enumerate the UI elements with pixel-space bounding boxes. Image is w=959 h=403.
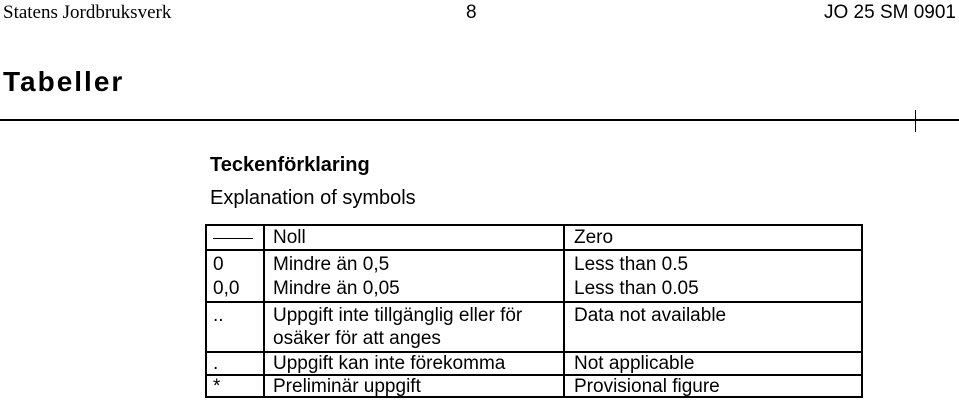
legend-row-symbol: 0,0 [213,278,240,299]
legend-row-sv: Mindre än 0,5 [273,254,390,275]
legend-row-sv: Uppgift kan inte förekomma [273,353,506,374]
legend-heading-en: Explanation of symbols [210,187,416,209]
title-rule [0,119,959,121]
column-divider [263,226,265,396]
report-id: JO 25 SM 0901 [823,2,956,23]
row-divider [207,301,861,303]
row-divider [207,249,861,251]
legend-row-symbol: .. [213,305,224,326]
legend-row-en: Less than 0.5 [574,254,689,275]
legend-row-symbol: * [213,376,221,397]
title-rule-tick [915,110,916,132]
column-divider [563,226,565,396]
dash-symbol-icon [213,238,253,239]
legend-row-sv-cont: osäker för att anges [273,328,441,349]
legend-row-en: Provisional figure [574,376,720,397]
legend-row-sv: Uppgift inte tillgänglig eller för [273,305,523,326]
legend-row-symbol: 0 [213,254,224,275]
legend-row-en: Data not available [574,305,727,326]
symbol-legend-table [205,224,863,398]
legend-row-sv: Mindre än 0,05 [273,278,400,299]
page-title: Tabeller [3,66,125,97]
legend-row-en: Not applicable [574,353,695,374]
legend-row-symbol: . [213,353,219,374]
legend-heading-sv: Teckenförklaring [210,154,370,176]
legend-row-en: Zero [574,227,614,248]
legend-row-sv: Noll [273,227,306,248]
legend-row-sv: Preliminär uppgift [273,376,421,397]
page-number: 8 [466,2,477,23]
legend-row-en: Less than 0.05 [574,278,699,299]
header-agency: Statens Jordbruksverk [3,2,172,23]
